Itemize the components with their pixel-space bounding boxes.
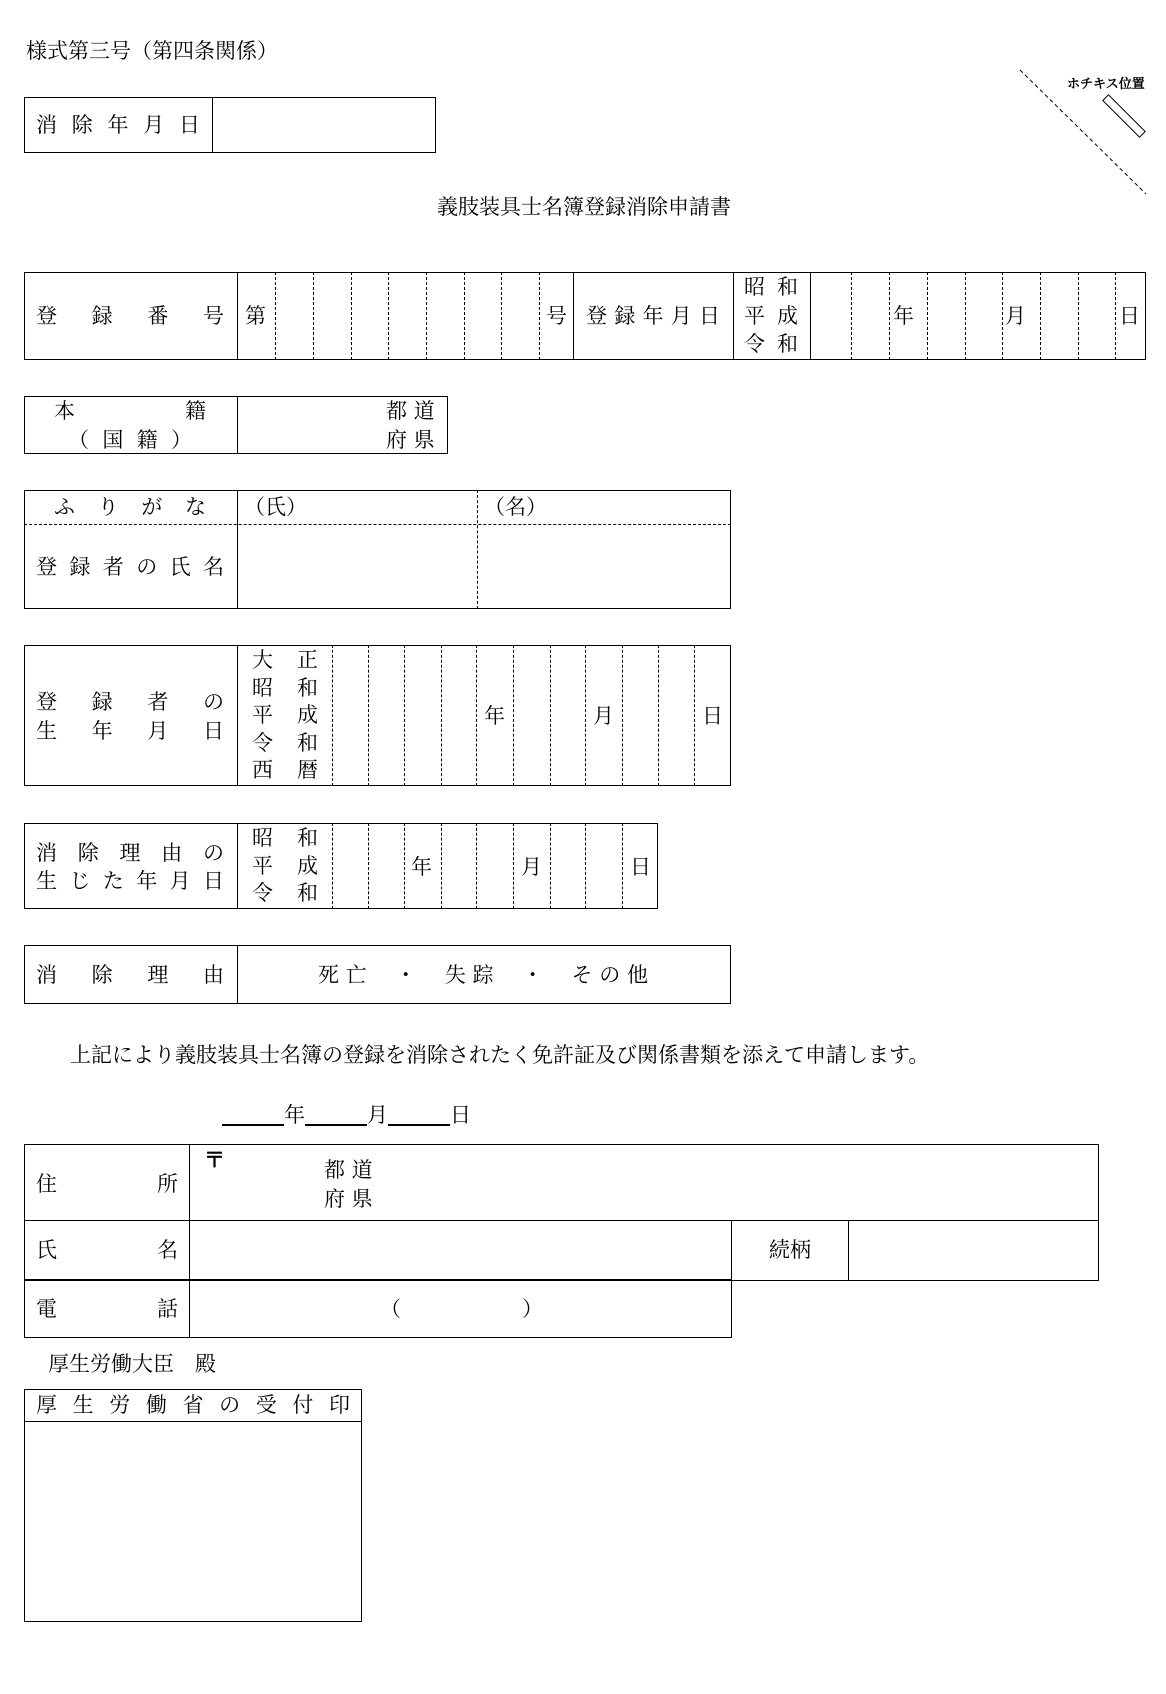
era-option[interactable]: 昭 和 (252, 826, 318, 850)
year-label: 年 (484, 704, 505, 728)
prefecture-top: 都 道 (386, 399, 435, 423)
registration-date-label: 登録年月日 (586, 304, 720, 328)
day-label: 日 (630, 855, 651, 879)
divider (212, 97, 213, 153)
month-label: 月 (1005, 304, 1026, 328)
registration-number-field[interactable] (238, 273, 572, 359)
reason-date-label-line1: 消 除 理 由 の (36, 841, 224, 865)
month-label: 月 (367, 1103, 388, 1127)
relation-label: 続柄 (769, 1238, 811, 1262)
day-blank[interactable] (388, 1104, 450, 1126)
registration-date-field[interactable] (811, 273, 1145, 359)
separator-dot: ・ (522, 963, 544, 987)
era-option[interactable]: 令 和 (252, 730, 318, 755)
era-option[interactable]: 昭 和 (252, 675, 318, 700)
month-label: 月 (593, 704, 614, 728)
reason-date-label-line2: 生 じ た 年 月 日 (36, 869, 224, 893)
month-label: 月 (521, 855, 542, 879)
form-number: 様式第三号（第四条関係） (26, 39, 278, 63)
document-title: 義肢装具士名簿登録消除申請書 (437, 195, 731, 219)
reason-option-other[interactable]: そ の 他 (571, 963, 648, 987)
reason-option-death[interactable]: 死 亡 (318, 963, 367, 987)
birth-label-line2: 生 年 月 日 (36, 719, 224, 743)
era-option[interactable]: 平 成 (252, 703, 318, 727)
birth-era-list (252, 650, 318, 781)
era-option[interactable]: 令 和 (252, 881, 318, 905)
prefecture-top: 都 道 (324, 1158, 373, 1182)
reason-era-list (252, 828, 318, 904)
era-option[interactable]: 平 成 (744, 303, 798, 328)
year-label: 年 (284, 1103, 305, 1127)
month-blank[interactable] (305, 1104, 367, 1126)
prefecture-bottom: 府 県 (324, 1187, 373, 1211)
separator-dot: ・ (395, 963, 417, 987)
day-label: 日 (1119, 304, 1140, 328)
year-label: 年 (411, 855, 432, 879)
era-option[interactable]: 令 和 (744, 332, 798, 356)
phone-label: 電 話 (36, 1297, 178, 1321)
day-label: 日 (450, 1103, 471, 1127)
registration-era-list (744, 277, 798, 355)
domicile-field[interactable] (238, 397, 378, 453)
year-label: 年 (893, 304, 914, 328)
divider (733, 272, 734, 360)
domicile-label: 本 籍 (54, 399, 206, 423)
surname-label: （氏） (244, 495, 307, 519)
era-option[interactable]: 西 暦 (252, 758, 318, 782)
receipt-stamp-box (24, 1389, 362, 1622)
phone-field[interactable] (190, 1281, 730, 1337)
statement-text: 上記により義肢装具士名簿の登録を消除されたく免許証及び関係書類を添えて申請します。 (70, 1043, 930, 1067)
reason-option-missing[interactable]: 失 踪 (444, 963, 494, 987)
given-name-label: （名） (484, 495, 547, 519)
deletion-date-label: 消 除 年 月 日 (36, 113, 200, 137)
postal-mark-icon: 〒 (204, 1148, 225, 1172)
registrant-name-label: 登 録 者 の 氏 名 (36, 555, 224, 579)
receipt-stamp-label: 厚 生 労 働 省 の 受 付 印 (36, 1393, 350, 1417)
deletion-date-field[interactable] (214, 99, 434, 151)
reason-date-field[interactable] (333, 824, 657, 908)
divider (237, 645, 238, 786)
relation-field[interactable] (849, 1221, 1097, 1279)
phone-paren-open: （ (380, 1297, 401, 1321)
address-field[interactable] (190, 1145, 1097, 1219)
birth-date-field[interactable] (333, 646, 730, 785)
application-date (222, 1104, 471, 1126)
divider (573, 272, 574, 360)
reason-label: 消 除 理 由 (36, 963, 224, 987)
divider (237, 945, 238, 1004)
year-blank[interactable] (222, 1104, 284, 1126)
go-label: 号 (546, 304, 567, 328)
era-option[interactable]: 平 成 (252, 853, 318, 878)
prefecture-bottom: 府 県 (386, 428, 435, 452)
reason-options (318, 965, 648, 986)
addressee: 厚生労働大臣 殿 (48, 1352, 216, 1376)
given-name-field[interactable] (478, 525, 730, 608)
dai-label: 第 (245, 304, 266, 328)
surname-field[interactable] (238, 525, 476, 608)
furigana-label: ふ り が な (54, 495, 206, 519)
divider (237, 823, 238, 909)
registration-number-label: 登 録 番 号 (36, 304, 224, 328)
nationality-label: （ 国 籍 ） (68, 428, 192, 452)
day-label: 日 (702, 704, 723, 728)
address-label: 住 所 (36, 1172, 178, 1196)
applicant-name-field[interactable] (190, 1221, 730, 1279)
applicant-name-label: 氏 名 (36, 1238, 178, 1262)
era-option[interactable]: 昭 和 (744, 275, 798, 299)
staple-label: ホチキス位置 (1067, 77, 1145, 92)
phone-paren-close: ） (522, 1297, 543, 1321)
birth-label-line1: 登 録 者 の (36, 690, 224, 714)
era-option[interactable]: 大 正 (252, 648, 318, 672)
divider (24, 1421, 362, 1422)
